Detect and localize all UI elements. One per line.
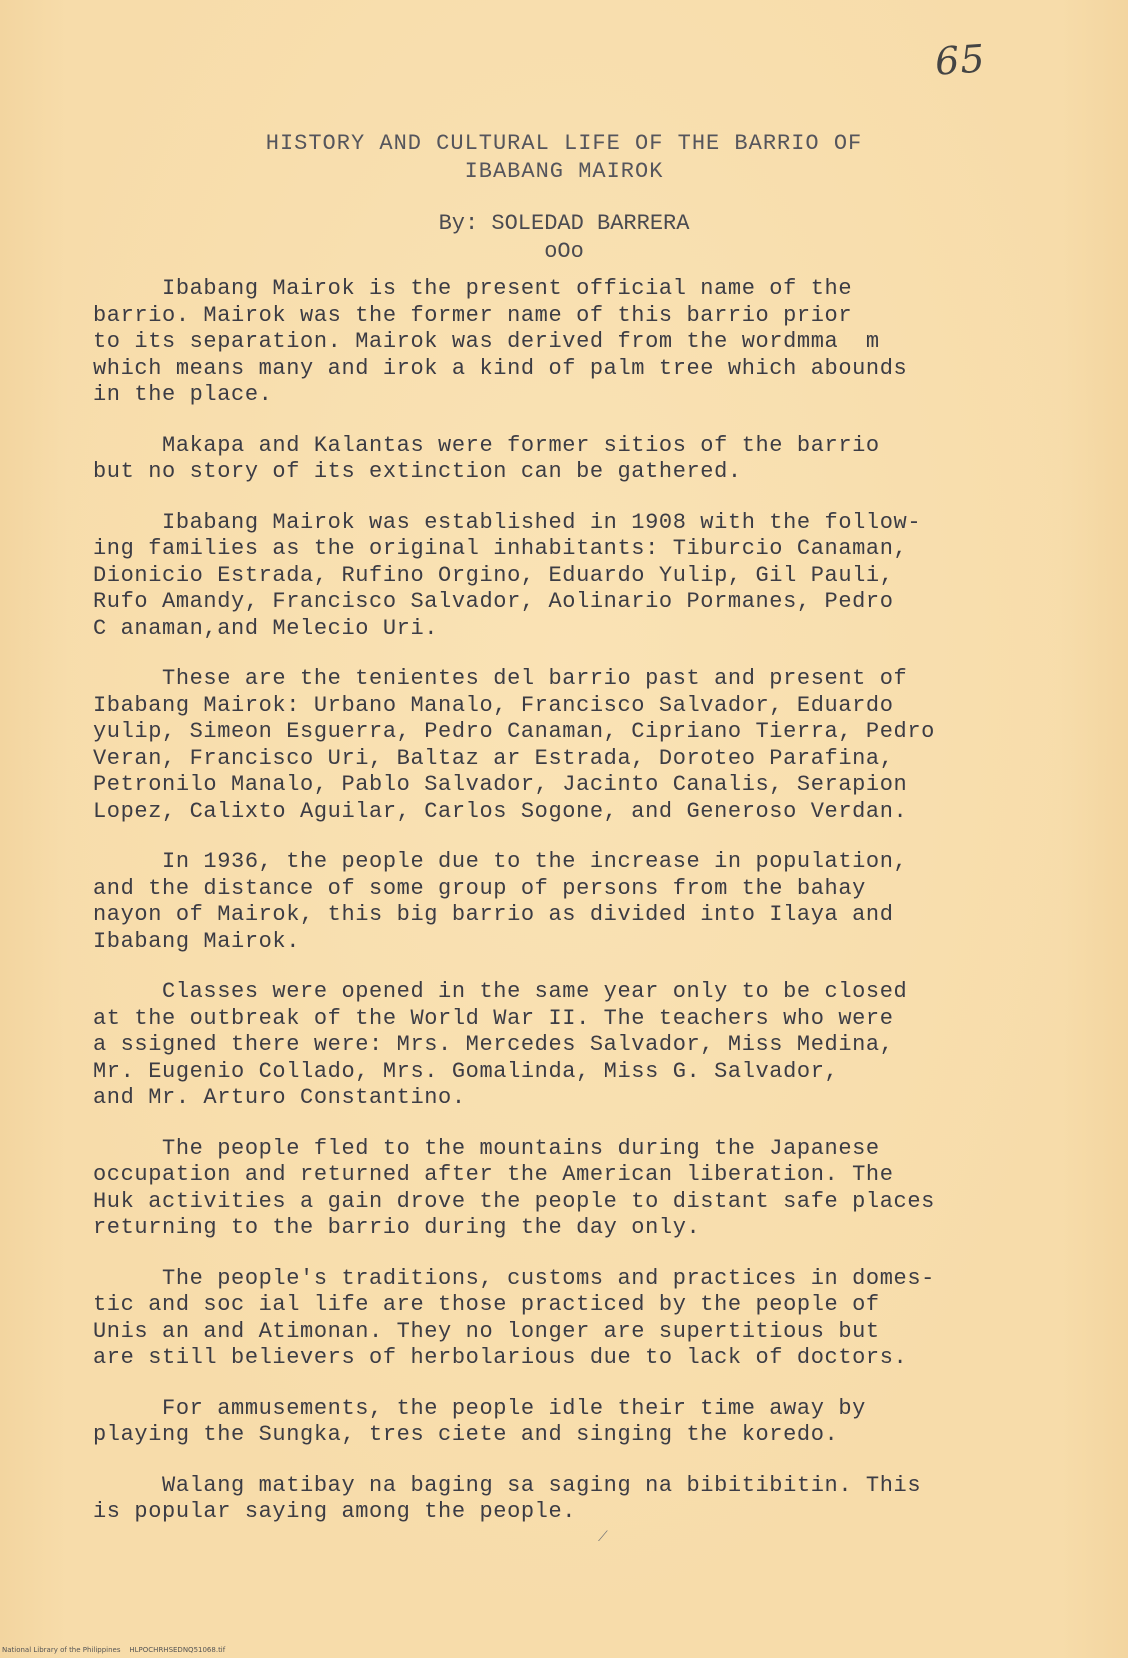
pencil-tick-mark-icon: ⟋: [598, 1530, 608, 1546]
paragraph-5: [93, 849, 1053, 955]
text-line: Lopez, Calixto Aguilar, Carlos Sogone, and Generoso Verdan.: [93, 798, 908, 824]
text-line: which means many and irok a kind of palm tree which abounds: [93, 355, 908, 381]
text-line: Ibabang Mairok.: [93, 928, 301, 954]
paragraph-10: [93, 1473, 1053, 1526]
text-line: in the place.: [93, 382, 273, 407]
text-line: at the outbreak of the World War II. The teachers who were: [93, 1005, 894, 1031]
text-line: returning to the barrio during the day only.: [93, 1215, 701, 1240]
title-line-2: IBABANG MAIROK: [464, 159, 664, 184]
title-line-1: HISTORY AND CULTURAL LIFE OF THE BARRIO OF: [265, 131, 863, 156]
text-line: tic and soc ial life are those practiced by the people of: [93, 1292, 880, 1317]
separator-ornament: oOo: [544, 239, 584, 264]
text-line: Dionicio Estrada, Rufino Orgino, Eduardo Yulip, Gil Pauli,: [93, 562, 894, 588]
author-byline: [0, 210, 1128, 266]
text-line: is popular saying among the people.: [93, 1499, 577, 1524]
text-line: to its separation. Mairok was derived from the wordmma m: [93, 329, 880, 354]
text-line: The people fled to the mountains during the Japanese: [93, 1135, 880, 1161]
text-line: Ibabang Mairok is the present official name of the: [93, 276, 853, 301]
document-title: [0, 130, 1128, 186]
text-line: Walang matibay na baging sa saging na bibitibitin. This: [93, 1472, 922, 1498]
text-line: Rufo Amandy, Francisco Salvador, Aolinario Pormanes, Pedro: [93, 589, 894, 614]
archive-footer: National Library of the Philippines HLPOCHRHSEDNQ51068.tif: [2, 1646, 226, 1654]
text-line: occupation and returned after the American liberation. The: [93, 1162, 894, 1187]
text-line: ing families as the original inhabitants: Tiburcio Canaman,: [93, 536, 908, 561]
paragraph-3: [93, 510, 1053, 643]
text-line: Petronilo Manalo, Pablo Salvador, Jacinto Canalis, Serapion: [93, 772, 908, 797]
paragraph-1: [93, 276, 1053, 409]
paragraph-6: [93, 979, 1053, 1112]
text-line: Makapa and Kalantas were former sitios of the barrio: [93, 432, 880, 458]
text-line: a ssigned there were: Mrs. Mercedes Salvador, Miss Medina,: [93, 1032, 894, 1057]
text-line: Ibabang Mairok: Urbano Manalo, Francisco Salvador, Eduardo: [93, 692, 894, 718]
text-line: barrio. Mairok was the former name of this barrio prior: [93, 302, 853, 328]
byline-text: By: SOLEDAD BARRERA: [438, 211, 690, 236]
paragraph-2: [93, 433, 1053, 486]
body-text: [93, 276, 1053, 1550]
text-line: Classes were opened in the same year only to be closed: [93, 979, 908, 1004]
text-line: In 1936, the people due to the increase in population,: [93, 849, 908, 874]
text-line: Mr. Eugenio Collado, Mrs. Gomalinda, Miss G. Salvador,: [93, 1058, 839, 1084]
text-line: playing the Sungka, tres ciete and singing the koredo.: [93, 1422, 839, 1447]
text-line: For ammusements, the people idle their time away by: [93, 1395, 866, 1421]
paragraph-7: [93, 1136, 1053, 1242]
text-line: are still believers of herbolarious due to lack of doctors.: [93, 1345, 908, 1370]
text-line: nayon of Mairok, this big barrio as divided into Ilaya and: [93, 902, 894, 927]
text-line: and Mr. Arturo Constantino.: [93, 1085, 466, 1110]
paragraph-4: [93, 666, 1053, 825]
text-line: Unis an and Atimonan. They no longer are supertitious but: [93, 1318, 880, 1344]
paragraph-8: [93, 1266, 1053, 1372]
text-line: but no story of its extinction can be gathered.: [93, 459, 742, 484]
handwritten-page-number: 65: [933, 36, 987, 84]
paragraph-9: [93, 1396, 1053, 1449]
text-line: Veran, Francisco Uri, Baltaz ar Estrada, Doroteo Parafina,: [93, 745, 894, 771]
text-line: These are the tenientes del barrio past and present of: [93, 666, 908, 691]
text-line: and the distance of some group of persons from the bahay: [93, 875, 866, 901]
text-line: Ibabang Mairok was established in 1908 with the follow-: [93, 509, 922, 535]
text-line: C anaman,and Melecio Uri.: [93, 615, 439, 641]
text-line: Huk activities a gain drove the people to distant safe places: [93, 1188, 935, 1214]
text-line: The people's traditions, customs and practices in domes-: [93, 1265, 935, 1291]
text-line: yulip, Simeon Esguerra, Pedro Canaman, Cipriano Tierra, Pedro: [93, 719, 935, 744]
